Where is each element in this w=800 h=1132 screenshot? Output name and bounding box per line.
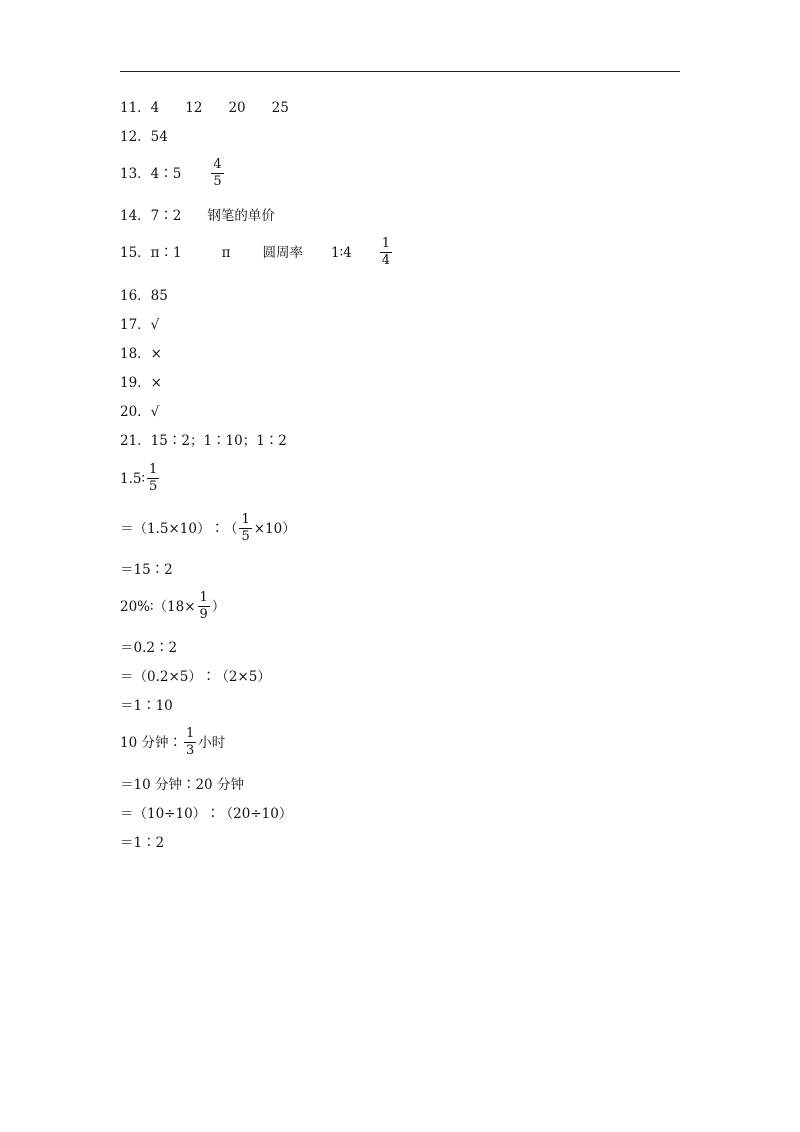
fraction-denominator: 4 bbox=[381, 253, 390, 268]
work-line-9 bbox=[120, 776, 244, 794]
answer-11-value-2: 12 bbox=[185, 100, 203, 116]
answer-13 bbox=[120, 158, 226, 189]
answer-14-text: 钢笔的单价 bbox=[207, 208, 275, 224]
answer-16-text: 16．85 bbox=[120, 288, 168, 304]
work-line-2-prefix: ＝（1.5×10）∶（ bbox=[120, 520, 238, 537]
answer-17-text: 17．√ bbox=[120, 317, 160, 333]
answer-15-text: 圆周率 bbox=[262, 244, 304, 261]
work-line-8-prefix: 10 分钟∶ bbox=[120, 734, 182, 751]
work-line-7 bbox=[120, 697, 173, 715]
header-rule bbox=[120, 71, 680, 72]
fraction-denominator: 5 bbox=[148, 479, 158, 494]
fraction-denominator: 3 bbox=[185, 743, 195, 758]
answer-20-text: 20．√ bbox=[120, 404, 160, 420]
work-line-3-text: ＝15∶2 bbox=[120, 562, 173, 578]
answer-12 bbox=[120, 128, 168, 146]
work-line-5-text: ＝0.2∶2 bbox=[120, 640, 178, 656]
answer-15-fraction bbox=[380, 237, 392, 268]
work-line-5 bbox=[120, 639, 177, 657]
answer-11-number: 11．4 bbox=[120, 100, 160, 116]
work-line-10 bbox=[120, 805, 292, 823]
fraction-numerator: 1 bbox=[241, 512, 250, 527]
answer-13-ratio: 13．4∶5 bbox=[120, 165, 182, 182]
answer-15-ratio-2: 1∶4 bbox=[331, 244, 352, 261]
answer-18-text: 18．× bbox=[120, 346, 162, 362]
work-line-11 bbox=[120, 834, 164, 852]
answer-11-value-3: 20 bbox=[228, 100, 246, 116]
answer-12-text: 12．54 bbox=[120, 129, 168, 145]
answer-21 bbox=[120, 432, 287, 450]
work-line-8 bbox=[120, 727, 225, 758]
work-line-1 bbox=[120, 463, 161, 494]
fraction-numerator: 1 bbox=[199, 590, 208, 605]
work-line-1-prefix: 1.5∶ bbox=[120, 470, 145, 487]
work-line-8-suffix: 小时 bbox=[198, 734, 226, 751]
answer-19-text: 19．× bbox=[120, 375, 162, 391]
fraction-numerator: 1 bbox=[381, 236, 390, 251]
work-line-6 bbox=[120, 668, 271, 686]
work-line-2-suffix: ×10） bbox=[253, 520, 296, 537]
answer-15-ratio: 15．π∶1 bbox=[120, 244, 182, 261]
answer-19 bbox=[120, 374, 162, 392]
answer-20 bbox=[120, 403, 159, 421]
work-line-3 bbox=[120, 561, 173, 579]
answer-11-value-4: 25 bbox=[271, 100, 289, 116]
work-line-4 bbox=[120, 591, 225, 622]
answer-13-fraction bbox=[211, 158, 223, 189]
work-line-2 bbox=[120, 513, 296, 544]
fraction-denominator: 5 bbox=[241, 529, 250, 544]
work-line-4-fraction bbox=[198, 591, 210, 622]
work-line-11-text: ＝1∶2 bbox=[120, 835, 165, 851]
work-line-1-fraction bbox=[147, 463, 159, 494]
answer-21-text: 21．15∶2；1∶10；1∶2 bbox=[120, 433, 287, 449]
work-line-7-text: ＝1∶10 bbox=[120, 698, 173, 714]
fraction-numerator: 1 bbox=[148, 462, 158, 477]
fraction-denominator: 5 bbox=[213, 174, 222, 189]
work-line-2-fraction bbox=[239, 513, 251, 544]
answer-11 bbox=[120, 99, 289, 117]
answer-14 bbox=[120, 207, 275, 225]
work-line-6-text: ＝（0.2×5）∶（2×5） bbox=[120, 669, 271, 685]
answer-15-pi: π bbox=[221, 244, 231, 261]
work-line-8-fraction bbox=[184, 727, 196, 758]
answer-16 bbox=[120, 287, 168, 305]
answer-18 bbox=[120, 345, 162, 363]
work-line-4-suffix: ） bbox=[211, 598, 226, 615]
fraction-numerator: 1 bbox=[185, 726, 195, 741]
answer-17 bbox=[120, 316, 159, 334]
fraction-denominator: 9 bbox=[199, 607, 208, 622]
answer-15 bbox=[120, 237, 394, 268]
fraction-numerator: 4 bbox=[213, 157, 222, 172]
answer-14-ratio: 14．7∶2 bbox=[120, 208, 182, 224]
work-line-10-text: ＝（10÷10）∶（20÷10） bbox=[120, 806, 293, 822]
work-line-4-prefix: 20%∶（18× bbox=[120, 598, 196, 615]
work-line-9-text: ＝10 分钟∶20 分钟 bbox=[120, 777, 244, 793]
